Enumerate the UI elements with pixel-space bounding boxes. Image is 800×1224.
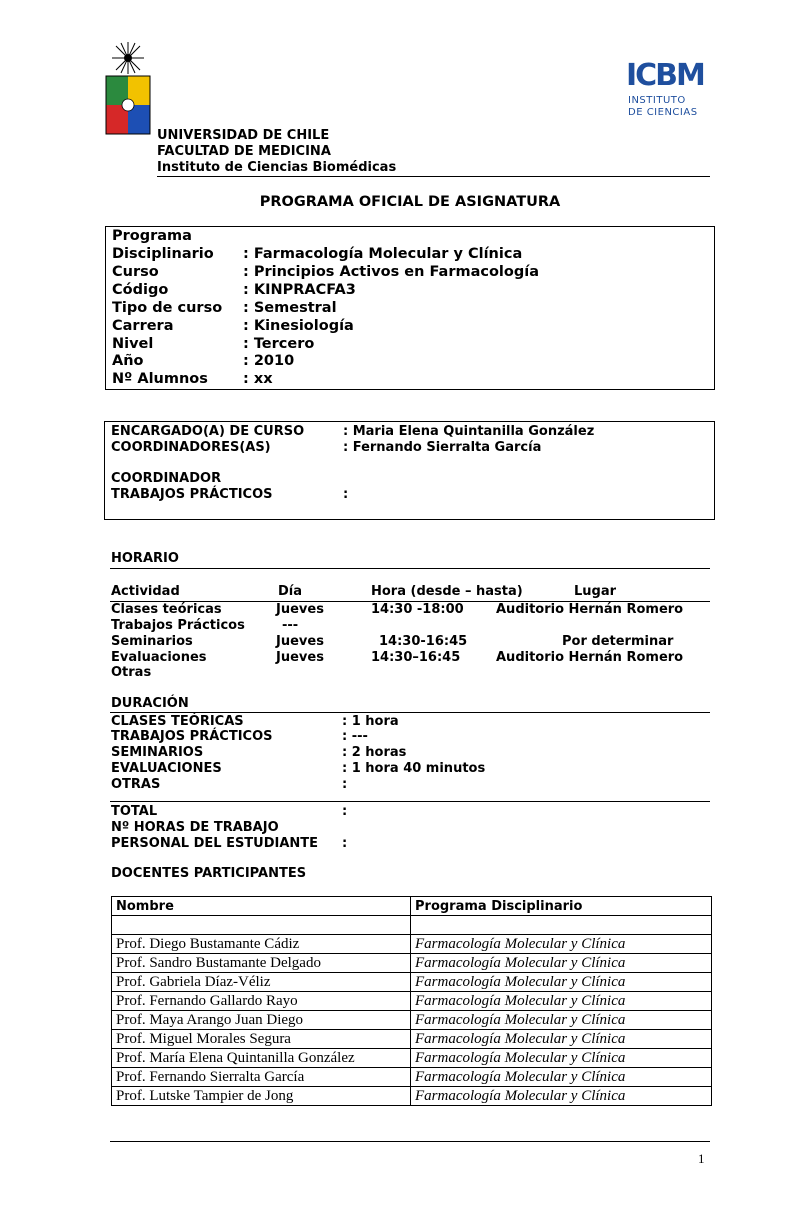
docente-programa: Farmacología Molecular y Clínica	[411, 1030, 712, 1049]
duracion-row-value: : 1 hora 40 minutos	[342, 761, 486, 776]
carrera-value: : Kinesiología	[243, 318, 354, 334]
alumnos-row	[112, 371, 273, 389]
total-value: :	[342, 804, 348, 819]
institution-header	[157, 128, 396, 176]
horario-row-lugar: Auditorio Hernán Romero	[496, 602, 684, 617]
encargados-box	[104, 421, 715, 520]
curso-value: : Principios Activos en Farmacología	[243, 264, 539, 280]
programa-label: Programa	[112, 228, 192, 244]
coordinadores-value: : Fernando Sierralta García	[343, 440, 542, 455]
codigo-label: Código	[112, 282, 169, 298]
header-divider	[157, 176, 710, 177]
total-divider	[110, 801, 710, 802]
alumnos-label: Nº Alumnos	[112, 371, 208, 387]
encargado-label: ENCARGADO(A) DE CURSO	[111, 424, 305, 439]
nivel-label: Nivel	[112, 336, 154, 352]
coordinadores-label: COORDINADORES(AS)	[111, 440, 271, 455]
tipo-curso-label: Tipo de curso	[112, 300, 223, 316]
horario-row-actividad: Seminarios	[111, 634, 193, 649]
nivel-value: : Tercero	[243, 336, 315, 352]
encargado-row	[111, 424, 594, 440]
disciplinario-row	[112, 246, 522, 264]
horas-trabajo-value: :	[342, 836, 348, 851]
alumnos-value: : xx	[243, 371, 273, 387]
horario-header-dia: Día	[278, 584, 303, 599]
duracion-row-label: EVALUACIONES	[111, 761, 222, 776]
docente-programa: Farmacología Molecular y Clínica	[411, 935, 712, 954]
document-title: PROGRAMA OFICIAL DE ASIGNATURA	[259, 194, 561, 210]
horario-row-hora: 14:30-16:45	[379, 634, 468, 649]
docentes-table	[111, 896, 712, 1106]
header-nombre: Nombre	[112, 897, 411, 916]
duracion-title: DURACIÓN	[111, 696, 189, 711]
duracion-row-value: : ---	[342, 729, 368, 744]
docentes-title: DOCENTES PARTICIPANTES	[111, 866, 307, 881]
curso-row	[112, 264, 539, 282]
docente-nombre: Prof. Fernando Sierralta García	[112, 1068, 411, 1087]
docente-programa: Farmacología Molecular y Clínica	[411, 992, 712, 1011]
header-programa: Programa Disciplinario	[411, 897, 712, 916]
carrera-row	[112, 318, 354, 336]
coordinador-tp-label-line2: TRABAJOS PRÁCTICOS	[111, 487, 273, 502]
horario-row-actividad: Otras	[111, 665, 152, 680]
docente-nombre: Prof. Gabriela Díaz-Véliz	[112, 973, 411, 992]
universidad-de-chile-logo	[104, 40, 152, 136]
table-row	[112, 1068, 712, 1087]
footer-divider	[110, 1141, 710, 1142]
horario-row-dia: Jueves	[276, 602, 324, 617]
codigo-row	[112, 282, 356, 300]
docente-programa: Farmacología Molecular y Clínica	[411, 1087, 712, 1106]
tipo-curso-value: : Semestral	[243, 300, 337, 316]
duracion-row-label: TRABAJOS PRÁCTICOS	[111, 729, 273, 744]
duracion-row-label: OTRAS	[111, 777, 161, 792]
university-name: UNIVERSIDAD DE CHILE	[157, 128, 330, 143]
docente-programa: Farmacología Molecular y Clínica	[411, 954, 712, 973]
icbm-logo-line1: INSTITUTO	[628, 95, 686, 106]
horario-row-actividad: Evaluaciones	[111, 650, 207, 665]
duracion-row-label: SEMINARIOS	[111, 745, 204, 760]
horario-header-hora: Hora (desde – hasta)	[371, 584, 523, 599]
encargado-value: : Maria Elena Quintanilla González	[343, 424, 595, 439]
duracion-row-value: : 2 horas	[342, 745, 407, 760]
horario-row-hora: 14:30 -18:00	[371, 602, 464, 617]
horario-row-dia: Jueves	[276, 650, 324, 665]
table-row	[112, 1087, 712, 1106]
anio-label: Año	[112, 353, 144, 369]
docente-programa: Farmacología Molecular y Clínica	[411, 1049, 712, 1068]
disciplinario-label: Disciplinario	[112, 246, 214, 262]
horario-row-actividad: Trabajos Prácticos	[111, 618, 245, 633]
coordinador-tp-row	[111, 487, 348, 503]
horas-trabajo-label-line1: Nº HORAS DE TRABAJO	[111, 820, 279, 835]
horario-row-hora: 14:30–16:45	[371, 650, 461, 665]
coordinador-tp-label-line1: COORDINADOR	[111, 471, 222, 486]
table-row	[112, 973, 712, 992]
docente-nombre: Prof. Sandro Bustamante Delgado	[112, 954, 411, 973]
horario-header-actividad: Actividad	[111, 584, 180, 599]
coordinador-tp-value: :	[343, 487, 349, 502]
docente-programa: Farmacología Molecular y Clínica	[411, 1011, 712, 1030]
horario-title: HORARIO	[111, 551, 179, 566]
table-row	[112, 1011, 712, 1030]
programa-row	[112, 228, 243, 246]
icbm-logo	[626, 60, 706, 122]
table-row	[112, 992, 712, 1011]
total-label: TOTAL	[111, 804, 158, 819]
institute-name: Instituto de Ciencias Biomédicas	[157, 160, 397, 175]
horario-row-lugar: Auditorio Hernán Romero	[496, 650, 684, 665]
docente-nombre: Prof. Miguel Morales Segura	[112, 1030, 411, 1049]
anio-row	[112, 353, 294, 371]
docente-programa: Farmacología Molecular y Clínica	[411, 973, 712, 992]
anio-value: : 2010	[243, 353, 295, 369]
horario-header-lugar: Lugar	[574, 584, 617, 599]
horario-row-dia: ---	[282, 618, 299, 633]
carrera-label: Carrera	[112, 318, 174, 334]
table-row	[112, 1049, 712, 1068]
faculty-name: FACULTAD DE MEDICINA	[157, 144, 331, 159]
docente-nombre: Prof. Lutske Tampier de Jong	[112, 1087, 411, 1106]
horario-divider	[110, 568, 710, 569]
table-row-empty	[112, 916, 712, 935]
tipo-curso-row	[112, 300, 337, 318]
duracion-divider	[110, 712, 710, 713]
table-row	[112, 954, 712, 973]
coordinadores-row	[111, 440, 541, 456]
page-number: 1	[698, 1151, 705, 1166]
docente-nombre: Prof. Fernando Gallardo Rayo	[112, 992, 411, 1011]
horario-row-lugar: Por determinar	[562, 634, 674, 649]
nivel-row	[112, 336, 314, 354]
docente-programa: Farmacología Molecular y Clínica	[411, 1068, 712, 1087]
curso-label: Curso	[112, 264, 159, 280]
codigo-value: : KINPRACFA3	[243, 282, 356, 298]
duracion-row-value: : 1 hora	[342, 714, 399, 729]
docente-nombre: Prof. María Elena Quintanilla González	[112, 1049, 411, 1068]
duracion-row-value: :	[342, 777, 348, 792]
table-header-row	[112, 897, 712, 916]
horario-row-dia: Jueves	[276, 634, 324, 649]
horas-trabajo-label-line2: PERSONAL DEL ESTUDIANTE	[111, 836, 319, 851]
horario-row-actividad: Clases teóricas	[111, 602, 222, 617]
duracion-row-label: CLASES TEÓRICAS	[111, 714, 244, 729]
docente-nombre: Prof. Diego Bustamante Cádiz	[112, 935, 411, 954]
icbm-logo-line2: DE CIENCIAS	[628, 107, 698, 118]
disciplinario-value: : Farmacología Molecular y Clínica	[243, 246, 523, 262]
docente-nombre: Prof. Maya Arango Juan Diego	[112, 1011, 411, 1030]
table-row	[112, 935, 712, 954]
icbm-logo-mark: ICBM	[626, 58, 704, 93]
programa-box	[105, 226, 715, 390]
table-row	[112, 1030, 712, 1049]
